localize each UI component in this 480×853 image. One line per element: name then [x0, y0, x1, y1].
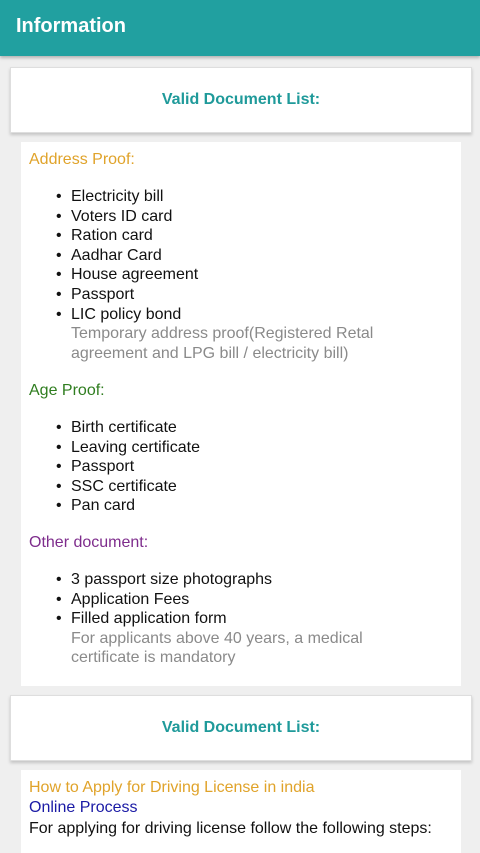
apply-instructions: For applying for driving license follow the following steps: [29, 820, 432, 837]
online-process-label: Online Process [29, 799, 138, 816]
list-item: • Application Fees [56, 590, 190, 608]
other-document-note: For applicants above 40 years, a medical certificate is mandatory [71, 629, 363, 667]
address-proof-note: Temporary address proof(Registered Retal agreement and LPG bill / electricity bill) [71, 325, 374, 362]
document-list-panel [21, 142, 461, 686]
valid-document-list-card [10, 67, 472, 133]
list-item: • House agreement [56, 266, 199, 284]
list-item: • Aadhar Card [56, 246, 162, 264]
list-item: • Pan card [56, 497, 136, 515]
list-item: • Leaving certificate [56, 438, 200, 456]
page-title: Information [16, 15, 126, 37]
age-proof-title: Age Proof: [29, 382, 105, 399]
age-proof-list [21, 418, 461, 516]
list-item: • Filled application form [56, 610, 227, 628]
list-item: • SSC certificate [56, 477, 177, 495]
card-title: Valid Document List: [161, 719, 321, 736]
address-proof-list [21, 187, 461, 363]
list-item: • LIC policy bond [56, 305, 182, 323]
list-item: • Passport [56, 458, 135, 476]
list-item: • Electricity bill [56, 188, 164, 205]
apply-panel [21, 770, 461, 853]
valid-document-list-card-2 [10, 695, 472, 761]
card-title: Valid Document List: [161, 91, 321, 108]
list-item: • Ration card [56, 227, 153, 245]
list-item: • Birth certificate [56, 419, 177, 436]
other-document-title: Other document: [29, 534, 149, 551]
address-proof-title: Address Proof: [29, 151, 135, 168]
app-bar [0, 0, 480, 56]
apply-title: How to Apply for Driving License in india [29, 779, 315, 796]
list-item: • Passport [56, 285, 135, 303]
other-document-list [21, 570, 461, 668]
list-item: • Voters ID card [56, 207, 173, 225]
list-item: • 3 passport size photographs [56, 571, 273, 588]
